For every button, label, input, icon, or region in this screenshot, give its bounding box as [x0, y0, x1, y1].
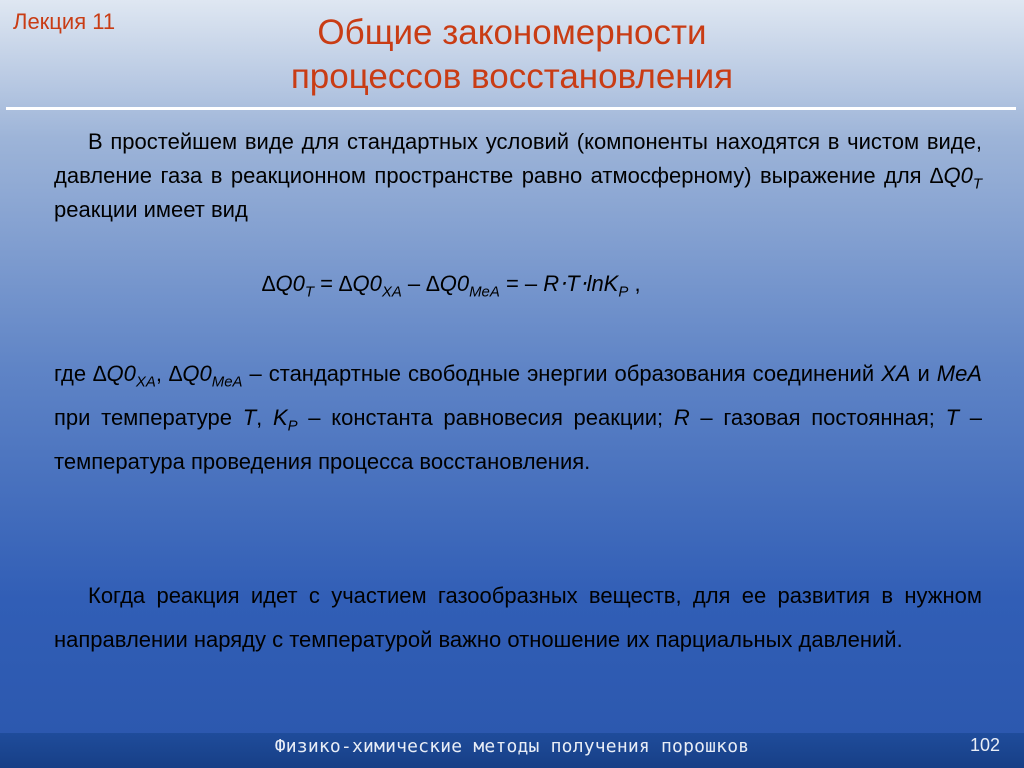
- formula-minus: –: [401, 271, 427, 296]
- where-var-2: ∆Q0: [168, 361, 212, 386]
- where-var-1: ∆Q0: [93, 361, 136, 386]
- intro-variable: ∆Q0: [930, 163, 973, 188]
- title-line-1: Общие закономерности: [317, 13, 707, 52]
- formula-tail: ,: [628, 271, 641, 296]
- intro-variable-subscript: T: [972, 175, 982, 193]
- intro-paragraph: [54, 125, 982, 227]
- gibbs-formula: [262, 267, 802, 301]
- formula-term-1: ∆Q0: [262, 271, 305, 296]
- intro-text-before: В простейшем виде для стандартных условий (компоненты находятся в чистом виде, давление газа в реакционном пространстве равно атмосферному) выражение для: [54, 129, 982, 188]
- formula-rhs: R⋅T⋅lnK: [543, 271, 619, 296]
- conclusion-paragraph: Когда реакция идет с участием газообразных веществ, для ее развития в нужном направлении наряду с температурой важно отношение их парциальных давлений.: [54, 583, 982, 652]
- formula-equals-minus: = –: [499, 271, 544, 296]
- where-text-6: – газовая постоянная;: [689, 405, 946, 430]
- where-compound-xa: XA: [881, 361, 911, 386]
- formula-term-3: ∆Q0: [426, 271, 470, 296]
- definitions-paragraph: [54, 352, 982, 484]
- where-kp-var: K: [272, 405, 288, 430]
- page-number: 102: [969, 735, 1000, 755]
- where-text-5: – константа равновесия реакции;: [297, 405, 674, 430]
- formula-term-2-subscript: XA: [381, 283, 402, 301]
- formula-equals: =: [313, 271, 340, 296]
- where-comma-1: ,: [155, 361, 169, 386]
- formula-term-1-subscript: T: [304, 283, 314, 301]
- where-text-2: – стандартные свободные энергии образования соединений: [242, 361, 882, 386]
- where-compound-mea: MeA: [936, 361, 982, 386]
- where-r-var: R: [673, 405, 690, 430]
- where-var-1-subscript: XA: [135, 373, 156, 391]
- formula-term-2: ∆Q0: [339, 271, 382, 296]
- where-var-2-subscript: MeA: [211, 373, 243, 391]
- where-comma-2: ,: [256, 405, 273, 430]
- formula-term-3-subscript: MeA: [469, 283, 500, 301]
- footer-course-title: Физико-химические методы получения порошков: [274, 736, 750, 757]
- intro-text-after: реакции имеет вид: [54, 197, 248, 222]
- where-text-1: где: [54, 361, 94, 386]
- where-text-7: – температура проведения процесса восстановления.: [54, 405, 982, 474]
- lecture-label: Лекция 11: [13, 9, 116, 34]
- where-text-3: и: [910, 361, 937, 386]
- formula-rhs-subscript: P: [618, 283, 629, 301]
- where-t-var: T: [945, 405, 960, 430]
- where-temperature-var: T: [242, 405, 257, 430]
- where-text-4: при температуре: [54, 405, 243, 430]
- where-kp-subscript: P: [287, 417, 298, 435]
- slide-title: [0, 11, 1024, 99]
- title-divider: [6, 107, 1016, 110]
- title-line-2: процессов восстановления: [290, 57, 734, 96]
